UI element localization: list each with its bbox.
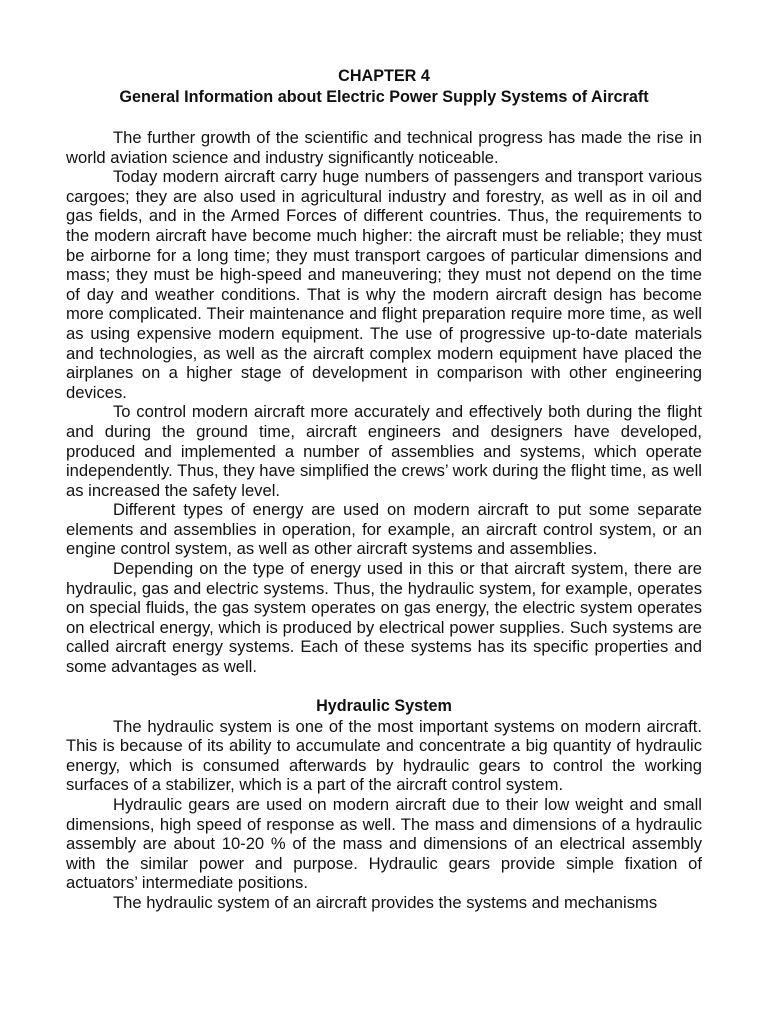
chapter-title: General Information about Electric Power Supply Systems of Aircraft — [119, 88, 649, 106]
paragraph: The further growth of the scientific and technical progress has made the rise in world aviation science and industry significantly noticeable. — [66, 128, 702, 167]
paragraph: Today modern aircraft carry huge numbers of passengers and transport various cargoes; they are also used in agricultural industry and forestry, as well as in oil and gas fields, and in the Armed Forces of different countries. Thus, the requirements to the modern aircraft have become much higher: the aircraft must be reliable; they must be airborne for a long time; they must transport cargoes of particular dimensions and mass; they must be high-speed and maneuvering; they must not depend on the time of day and weather conditions. That is why the modern aircraft design has become more complicated. Their maintenance and flight preparation require more time, as well as using expensive modern equipment. The use of progressive up-to-date materials and technologies, as well as the aircraft complex modern equipment have placed the airplanes on a higher stage of development in comparison with other engineering devices. — [66, 167, 702, 402]
paragraph: Depending on the type of energy used in this or that aircraft system, there are hydraulic, gas and electric systems. Thus, the hydraulic system, for example, operates on special fluids, the gas system operates on gas energy, the electric system operates on electrical energy, which is produced by electrical power supplies. Such systems are called aircraft energy systems. Each of these systems has its specific properties and some advantages as well. — [66, 559, 702, 677]
section-heading: Hydraulic System — [316, 696, 452, 715]
hydraulic-section — [66, 717, 702, 913]
paragraph: Hydraulic gears are used on modern aircraft due to their low weight and small dimensions, high speed of response as well. The mass and dimensions of a hydraulic assembly are about 10-20 % of the mass and dimensions of an electrical assembly with the similar power and purpose. Hydraulic gears provide simple fixation of actuators’ intermediate positions. — [66, 795, 702, 893]
paragraph: Different types of energy are used on modern aircraft to put some separate elements and assemblies in operation, for example, an aircraft control system, or an engine control system, as well as other aircraft systems and assemblies. — [66, 500, 702, 559]
document-page — [66, 66, 702, 913]
paragraph: The hydraulic system of an aircraft provides the systems and mechanisms — [113, 892, 658, 912]
intro-section — [66, 128, 702, 677]
paragraph: To control modern aircraft more accurately and effectively both during the flight and during the ground time, aircraft engineers and designers have developed, produced and implemented a number of assemblies and systems, which operate independently. Thus, they have simplified the crews’ work during the flight time, as well as increased the safety level. — [66, 402, 702, 500]
paragraph: The hydraulic system is one of the most important systems on modern aircraft. This is because of its ability to accumulate and concentrate a big quantity of hydraulic energy, which is consumed afterwards by hydraulic gears to control the working surfaces of a stabilizer, which is a part of the aircraft control system. — [66, 716, 702, 795]
chapter-label: CHAPTER 4 — [338, 67, 430, 85]
